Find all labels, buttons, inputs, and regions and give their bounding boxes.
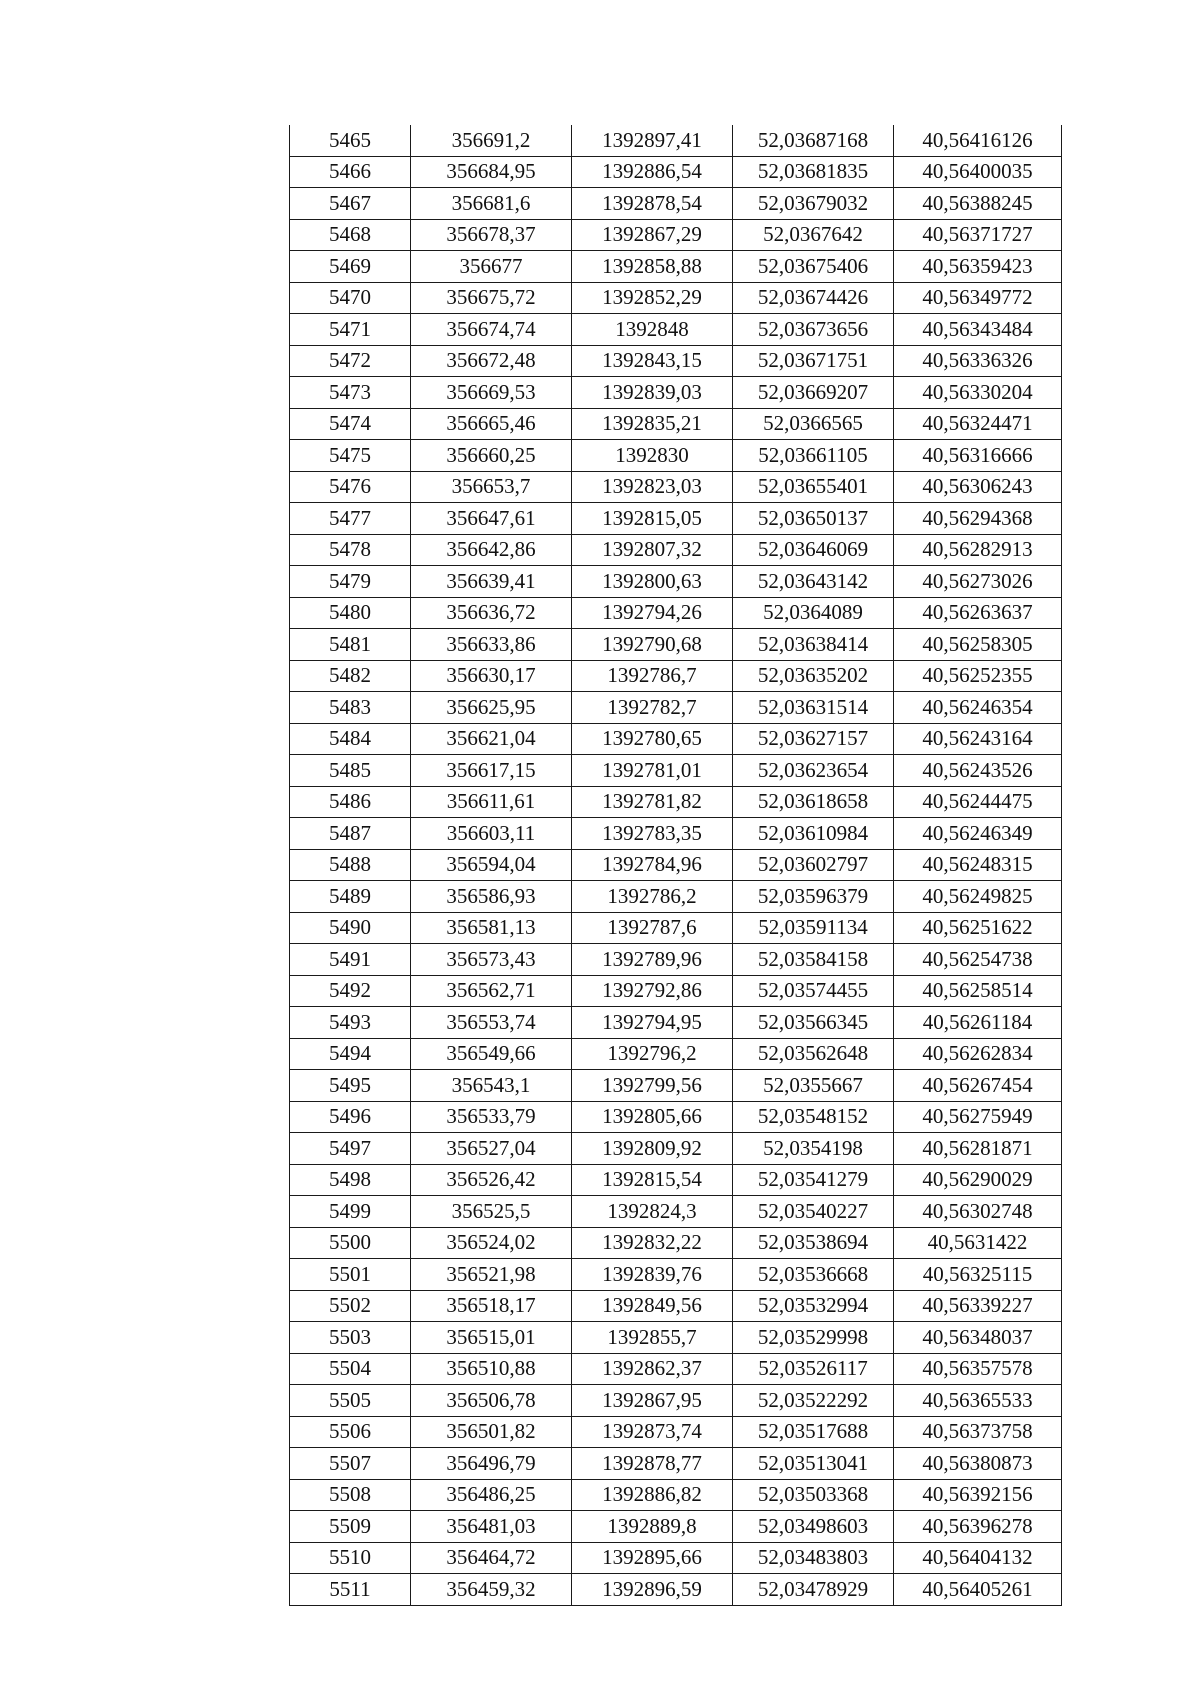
table-row [290, 377, 1062, 409]
y-coordinate-cell: 1392839,03 [572, 377, 733, 409]
latitude-cell: 52,03529998 [733, 1322, 894, 1354]
x-coordinate-cell: 356562,71 [411, 975, 572, 1007]
coordinates-table-body [290, 125, 1062, 1605]
latitude-cell: 52,03669207 [733, 377, 894, 409]
longitude-cell: 40,56258514 [894, 975, 1062, 1007]
latitude-cell: 52,03643142 [733, 566, 894, 598]
y-coordinate-cell: 1392878,77 [572, 1448, 733, 1480]
point-number-cell: 5500 [290, 1227, 411, 1259]
latitude-cell: 52,0355667 [733, 1070, 894, 1102]
point-number-cell: 5495 [290, 1070, 411, 1102]
point-number-cell: 5478 [290, 534, 411, 566]
y-coordinate-cell: 1392867,95 [572, 1385, 733, 1417]
table-row [290, 881, 1062, 913]
table-row [290, 503, 1062, 535]
y-coordinate-cell: 1392867,29 [572, 219, 733, 251]
table-row [290, 1322, 1062, 1354]
longitude-cell: 40,56400035 [894, 156, 1062, 188]
table-row [290, 188, 1062, 220]
table-row [290, 1574, 1062, 1606]
latitude-cell: 52,03679032 [733, 188, 894, 220]
y-coordinate-cell: 1392786,2 [572, 881, 733, 913]
point-number-cell: 5475 [290, 440, 411, 472]
point-number-cell: 5484 [290, 723, 411, 755]
table-row [290, 597, 1062, 629]
longitude-cell: 40,56258305 [894, 629, 1062, 661]
latitude-cell: 52,03674426 [733, 282, 894, 314]
longitude-cell: 40,56339227 [894, 1290, 1062, 1322]
point-number-cell: 5487 [290, 818, 411, 850]
x-coordinate-cell: 356639,41 [411, 566, 572, 598]
y-coordinate-cell: 1392878,54 [572, 188, 733, 220]
point-number-cell: 5491 [290, 944, 411, 976]
point-number-cell: 5508 [290, 1479, 411, 1511]
latitude-cell: 52,03540227 [733, 1196, 894, 1228]
table-row [290, 219, 1062, 251]
table-row [290, 849, 1062, 881]
x-coordinate-cell: 356675,72 [411, 282, 572, 314]
table-row [290, 1227, 1062, 1259]
y-coordinate-cell: 1392858,88 [572, 251, 733, 283]
x-coordinate-cell: 356553,74 [411, 1007, 572, 1039]
latitude-cell: 52,03646069 [733, 534, 894, 566]
longitude-cell: 40,56373758 [894, 1416, 1062, 1448]
table-row [290, 408, 1062, 440]
longitude-cell: 40,56261184 [894, 1007, 1062, 1039]
table-row [290, 251, 1062, 283]
x-coordinate-cell: 356611,61 [411, 786, 572, 818]
point-number-cell: 5493 [290, 1007, 411, 1039]
x-coordinate-cell: 356669,53 [411, 377, 572, 409]
point-number-cell: 5488 [290, 849, 411, 881]
table-row [290, 1385, 1062, 1417]
latitude-cell: 52,03673656 [733, 314, 894, 346]
y-coordinate-cell: 1392895,66 [572, 1542, 733, 1574]
x-coordinate-cell: 356633,86 [411, 629, 572, 661]
point-number-cell: 5477 [290, 503, 411, 535]
point-number-cell: 5466 [290, 156, 411, 188]
point-number-cell: 5502 [290, 1290, 411, 1322]
point-number-cell: 5474 [290, 408, 411, 440]
longitude-cell: 40,56416126 [894, 125, 1062, 156]
longitude-cell: 40,56254738 [894, 944, 1062, 976]
y-coordinate-cell: 1392786,7 [572, 660, 733, 692]
point-number-cell: 5498 [290, 1164, 411, 1196]
longitude-cell: 40,56275949 [894, 1101, 1062, 1133]
point-number-cell: 5486 [290, 786, 411, 818]
x-coordinate-cell: 356518,17 [411, 1290, 572, 1322]
latitude-cell: 52,03541279 [733, 1164, 894, 1196]
longitude-cell: 40,56336326 [894, 345, 1062, 377]
y-coordinate-cell: 1392796,2 [572, 1038, 733, 1070]
table-row [290, 534, 1062, 566]
longitude-cell: 40,56330204 [894, 377, 1062, 409]
y-coordinate-cell: 1392848 [572, 314, 733, 346]
point-number-cell: 5506 [290, 1416, 411, 1448]
x-coordinate-cell: 356464,72 [411, 1542, 572, 1574]
table-row [290, 1038, 1062, 1070]
table-row [290, 1196, 1062, 1228]
longitude-cell: 40,56244475 [894, 786, 1062, 818]
point-number-cell: 5501 [290, 1259, 411, 1291]
y-coordinate-cell: 1392843,15 [572, 345, 733, 377]
longitude-cell: 40,56282913 [894, 534, 1062, 566]
latitude-cell: 52,03498603 [733, 1511, 894, 1543]
y-coordinate-cell: 1392794,26 [572, 597, 733, 629]
point-number-cell: 5496 [290, 1101, 411, 1133]
x-coordinate-cell: 356647,61 [411, 503, 572, 535]
x-coordinate-cell: 356691,2 [411, 125, 572, 156]
point-number-cell: 5481 [290, 629, 411, 661]
y-coordinate-cell: 1392781,82 [572, 786, 733, 818]
latitude-cell: 52,03602797 [733, 849, 894, 881]
longitude-cell: 40,56396278 [894, 1511, 1062, 1543]
x-coordinate-cell: 356660,25 [411, 440, 572, 472]
y-coordinate-cell: 1392807,32 [572, 534, 733, 566]
x-coordinate-cell: 356681,6 [411, 188, 572, 220]
point-number-cell: 5492 [290, 975, 411, 1007]
y-coordinate-cell: 1392896,59 [572, 1574, 733, 1606]
longitude-cell: 40,56294368 [894, 503, 1062, 535]
latitude-cell: 52,03627157 [733, 723, 894, 755]
longitude-cell: 40,56325115 [894, 1259, 1062, 1291]
point-number-cell: 5473 [290, 377, 411, 409]
x-coordinate-cell: 356526,42 [411, 1164, 572, 1196]
point-number-cell: 5485 [290, 755, 411, 787]
table-row [290, 1511, 1062, 1543]
x-coordinate-cell: 356625,95 [411, 692, 572, 724]
table-row [290, 629, 1062, 661]
latitude-cell: 52,03610984 [733, 818, 894, 850]
x-coordinate-cell: 356573,43 [411, 944, 572, 976]
x-coordinate-cell: 356515,01 [411, 1322, 572, 1354]
point-number-cell: 5497 [290, 1133, 411, 1165]
y-coordinate-cell: 1392824,3 [572, 1196, 733, 1228]
latitude-cell: 52,03591134 [733, 912, 894, 944]
x-coordinate-cell: 356586,93 [411, 881, 572, 913]
point-number-cell: 5467 [290, 188, 411, 220]
y-coordinate-cell: 1392852,29 [572, 282, 733, 314]
point-number-cell: 5465 [290, 125, 411, 156]
longitude-cell: 40,56343484 [894, 314, 1062, 346]
latitude-cell: 52,03596379 [733, 881, 894, 913]
y-coordinate-cell: 1392815,05 [572, 503, 733, 535]
point-number-cell: 5504 [290, 1353, 411, 1385]
latitude-cell: 52,03517688 [733, 1416, 894, 1448]
point-number-cell: 5499 [290, 1196, 411, 1228]
y-coordinate-cell: 1392839,76 [572, 1259, 733, 1291]
x-coordinate-cell: 356510,88 [411, 1353, 572, 1385]
point-number-cell: 5482 [290, 660, 411, 692]
longitude-cell: 40,56281871 [894, 1133, 1062, 1165]
latitude-cell: 52,03650137 [733, 503, 894, 535]
table-row [290, 1479, 1062, 1511]
table-row [290, 755, 1062, 787]
point-number-cell: 5494 [290, 1038, 411, 1070]
y-coordinate-cell: 1392815,54 [572, 1164, 733, 1196]
latitude-cell: 52,0367642 [733, 219, 894, 251]
latitude-cell: 52,03522292 [733, 1385, 894, 1417]
table-row [290, 314, 1062, 346]
table-row [290, 1133, 1062, 1165]
x-coordinate-cell: 356621,04 [411, 723, 572, 755]
point-number-cell: 5480 [290, 597, 411, 629]
table-row [290, 282, 1062, 314]
longitude-cell: 40,56273026 [894, 566, 1062, 598]
point-number-cell: 5503 [290, 1322, 411, 1354]
point-number-cell: 5509 [290, 1511, 411, 1543]
y-coordinate-cell: 1392889,8 [572, 1511, 733, 1543]
latitude-cell: 52,03483803 [733, 1542, 894, 1574]
point-number-cell: 5490 [290, 912, 411, 944]
point-number-cell: 5469 [290, 251, 411, 283]
latitude-cell: 52,03661105 [733, 440, 894, 472]
latitude-cell: 52,03635202 [733, 660, 894, 692]
table-row [290, 786, 1062, 818]
table-row [290, 1101, 1062, 1133]
longitude-cell: 40,56251622 [894, 912, 1062, 944]
latitude-cell: 52,03548152 [733, 1101, 894, 1133]
x-coordinate-cell: 356549,66 [411, 1038, 572, 1070]
latitude-cell: 52,03538694 [733, 1227, 894, 1259]
longitude-cell: 40,56405261 [894, 1574, 1062, 1606]
point-number-cell: 5489 [290, 881, 411, 913]
x-coordinate-cell: 356672,48 [411, 345, 572, 377]
table-row [290, 818, 1062, 850]
table-row [290, 471, 1062, 503]
y-coordinate-cell: 1392782,7 [572, 692, 733, 724]
x-coordinate-cell: 356496,79 [411, 1448, 572, 1480]
longitude-cell: 40,56404132 [894, 1542, 1062, 1574]
table-row [290, 566, 1062, 598]
y-coordinate-cell: 1392789,96 [572, 944, 733, 976]
y-coordinate-cell: 1392805,66 [572, 1101, 733, 1133]
point-number-cell: 5470 [290, 282, 411, 314]
x-coordinate-cell: 356653,7 [411, 471, 572, 503]
table-row [290, 156, 1062, 188]
table-row [290, 692, 1062, 724]
latitude-cell: 52,03503368 [733, 1479, 894, 1511]
y-coordinate-cell: 1392835,21 [572, 408, 733, 440]
x-coordinate-cell: 356630,17 [411, 660, 572, 692]
latitude-cell: 52,03681835 [733, 156, 894, 188]
longitude-cell: 40,56348037 [894, 1322, 1062, 1354]
x-coordinate-cell: 356684,95 [411, 156, 572, 188]
latitude-cell: 52,03638414 [733, 629, 894, 661]
longitude-cell: 40,56246354 [894, 692, 1062, 724]
y-coordinate-cell: 1392823,03 [572, 471, 733, 503]
longitude-cell: 40,56267454 [894, 1070, 1062, 1102]
y-coordinate-cell: 1392792,86 [572, 975, 733, 1007]
longitude-cell: 40,56392156 [894, 1479, 1062, 1511]
point-number-cell: 5510 [290, 1542, 411, 1574]
table-row [290, 1448, 1062, 1480]
x-coordinate-cell: 356521,98 [411, 1259, 572, 1291]
latitude-cell: 52,03631514 [733, 692, 894, 724]
longitude-cell: 40,56324471 [894, 408, 1062, 440]
y-coordinate-cell: 1392832,22 [572, 1227, 733, 1259]
table-row [290, 1353, 1062, 1385]
point-number-cell: 5507 [290, 1448, 411, 1480]
latitude-cell: 52,0366565 [733, 408, 894, 440]
x-coordinate-cell: 356678,37 [411, 219, 572, 251]
y-coordinate-cell: 1392799,56 [572, 1070, 733, 1102]
latitude-cell: 52,03478929 [733, 1574, 894, 1606]
y-coordinate-cell: 1392809,92 [572, 1133, 733, 1165]
latitude-cell: 52,03536668 [733, 1259, 894, 1291]
latitude-cell: 52,03618658 [733, 786, 894, 818]
table-row [290, 944, 1062, 976]
x-coordinate-cell: 356543,1 [411, 1070, 572, 1102]
x-coordinate-cell: 356525,5 [411, 1196, 572, 1228]
y-coordinate-cell: 1392855,7 [572, 1322, 733, 1354]
point-number-cell: 5505 [290, 1385, 411, 1417]
longitude-cell: 40,56252355 [894, 660, 1062, 692]
point-number-cell: 5476 [290, 471, 411, 503]
y-coordinate-cell: 1392862,37 [572, 1353, 733, 1385]
x-coordinate-cell: 356481,03 [411, 1511, 572, 1543]
table-row [290, 1070, 1062, 1102]
latitude-cell: 52,03584158 [733, 944, 894, 976]
longitude-cell: 40,5631422 [894, 1227, 1062, 1259]
latitude-cell: 52,03562648 [733, 1038, 894, 1070]
longitude-cell: 40,56365533 [894, 1385, 1062, 1417]
table-row [290, 1542, 1062, 1574]
y-coordinate-cell: 1392873,74 [572, 1416, 733, 1448]
x-coordinate-cell: 356527,04 [411, 1133, 572, 1165]
x-coordinate-cell: 356581,13 [411, 912, 572, 944]
y-coordinate-cell: 1392886,54 [572, 156, 733, 188]
y-coordinate-cell: 1392781,01 [572, 755, 733, 787]
latitude-cell: 52,03675406 [733, 251, 894, 283]
longitude-cell: 40,56388245 [894, 188, 1062, 220]
latitude-cell: 52,03574455 [733, 975, 894, 1007]
longitude-cell: 40,56249825 [894, 881, 1062, 913]
longitude-cell: 40,56243164 [894, 723, 1062, 755]
x-coordinate-cell: 356533,79 [411, 1101, 572, 1133]
longitude-cell: 40,56302748 [894, 1196, 1062, 1228]
longitude-cell: 40,56316666 [894, 440, 1062, 472]
y-coordinate-cell: 1392800,63 [572, 566, 733, 598]
table-row [290, 975, 1062, 1007]
x-coordinate-cell: 356677 [411, 251, 572, 283]
point-number-cell: 5479 [290, 566, 411, 598]
point-number-cell: 5511 [290, 1574, 411, 1606]
table-row [290, 125, 1062, 156]
x-coordinate-cell: 356506,78 [411, 1385, 572, 1417]
y-coordinate-cell: 1392830 [572, 440, 733, 472]
table-row [290, 1416, 1062, 1448]
latitude-cell: 52,03671751 [733, 345, 894, 377]
y-coordinate-cell: 1392784,96 [572, 849, 733, 881]
latitude-cell: 52,03687168 [733, 125, 894, 156]
y-coordinate-cell: 1392794,95 [572, 1007, 733, 1039]
point-number-cell: 5471 [290, 314, 411, 346]
x-coordinate-cell: 356501,82 [411, 1416, 572, 1448]
latitude-cell: 52,03623654 [733, 755, 894, 787]
latitude-cell: 52,03532994 [733, 1290, 894, 1322]
point-number-cell: 5483 [290, 692, 411, 724]
longitude-cell: 40,56357578 [894, 1353, 1062, 1385]
table-row [290, 440, 1062, 472]
y-coordinate-cell: 1392886,82 [572, 1479, 733, 1511]
y-coordinate-cell: 1392849,56 [572, 1290, 733, 1322]
latitude-cell: 52,0354198 [733, 1133, 894, 1165]
table-row [290, 723, 1062, 755]
table-row [290, 1259, 1062, 1291]
longitude-cell: 40,56248315 [894, 849, 1062, 881]
y-coordinate-cell: 1392787,6 [572, 912, 733, 944]
longitude-cell: 40,56306243 [894, 471, 1062, 503]
longitude-cell: 40,56262834 [894, 1038, 1062, 1070]
latitude-cell: 52,0364089 [733, 597, 894, 629]
y-coordinate-cell: 1392783,35 [572, 818, 733, 850]
latitude-cell: 52,03566345 [733, 1007, 894, 1039]
longitude-cell: 40,56263637 [894, 597, 1062, 629]
y-coordinate-cell: 1392780,65 [572, 723, 733, 755]
longitude-cell: 40,56290029 [894, 1164, 1062, 1196]
longitude-cell: 40,56243526 [894, 755, 1062, 787]
table-row [290, 1007, 1062, 1039]
point-number-cell: 5468 [290, 219, 411, 251]
longitude-cell: 40,56349772 [894, 282, 1062, 314]
x-coordinate-cell: 356459,32 [411, 1574, 572, 1606]
longitude-cell: 40,56380873 [894, 1448, 1062, 1480]
longitude-cell: 40,56246349 [894, 818, 1062, 850]
x-coordinate-cell: 356524,02 [411, 1227, 572, 1259]
x-coordinate-cell: 356636,72 [411, 597, 572, 629]
latitude-cell: 52,03513041 [733, 1448, 894, 1480]
coordinates-table [289, 125, 1062, 1606]
table-row [290, 912, 1062, 944]
latitude-cell: 52,03526117 [733, 1353, 894, 1385]
latitude-cell: 52,03655401 [733, 471, 894, 503]
y-coordinate-cell: 1392790,68 [572, 629, 733, 661]
table-row [290, 345, 1062, 377]
longitude-cell: 40,56371727 [894, 219, 1062, 251]
x-coordinate-cell: 356674,74 [411, 314, 572, 346]
x-coordinate-cell: 356603,11 [411, 818, 572, 850]
x-coordinate-cell: 356486,25 [411, 1479, 572, 1511]
x-coordinate-cell: 356642,86 [411, 534, 572, 566]
x-coordinate-cell: 356665,46 [411, 408, 572, 440]
x-coordinate-cell: 356617,15 [411, 755, 572, 787]
longitude-cell: 40,56359423 [894, 251, 1062, 283]
table-row [290, 1290, 1062, 1322]
table-row [290, 1164, 1062, 1196]
x-coordinate-cell: 356594,04 [411, 849, 572, 881]
point-number-cell: 5472 [290, 345, 411, 377]
y-coordinate-cell: 1392897,41 [572, 125, 733, 156]
table-row [290, 660, 1062, 692]
